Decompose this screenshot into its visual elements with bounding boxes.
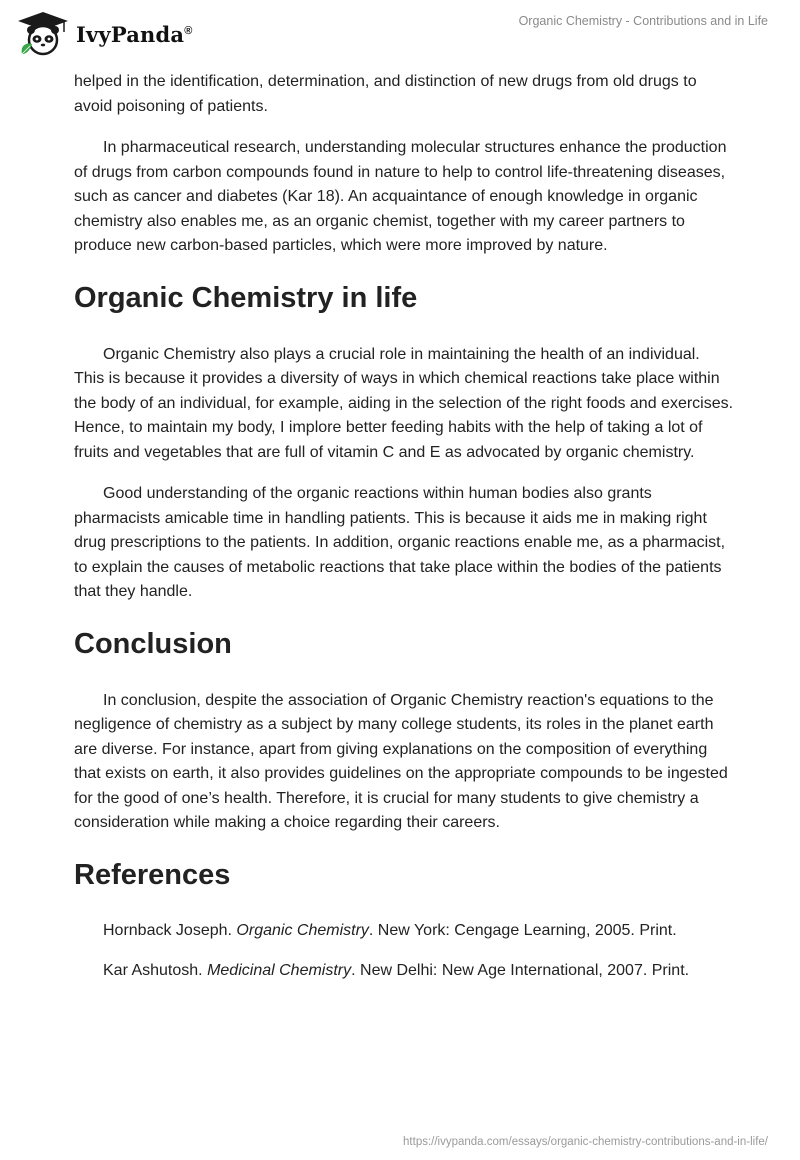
logo-wordmark xyxy=(76,22,193,47)
reference-author: Hornback Joseph. xyxy=(103,921,232,939)
reference-title: Medicinal Chemistry xyxy=(207,961,352,979)
paragraph: Good understanding of the organic reactions within human bodies also grants pharmacists amicable time in handling patients. This is because it aids me in making right drug prescriptions to the patients. In addition, organic reactions enable me, as a pharmacist, to explain the causes of metabolic reactions that take place within the bodies of the patients that they handle. xyxy=(74,485,726,600)
ivypanda-logo[interactable] xyxy=(14,10,193,58)
document-title: Organic Chemistry - Contributions and in Life xyxy=(518,14,768,28)
logo-registered-mark: ® xyxy=(184,24,193,37)
reference-details: . New Delhi: New Age International, 2007. Print. xyxy=(351,961,690,979)
paragraph: Organic Chemistry also plays a crucial role in maintaining the health of an individual. This is because it provides a diversity of ways in which chemical reactions take place within the body of an individual, for example, aiding in the selection of the right foods and exercises. Hence, to maintain my body, I implore better feeding habits with the help of taking a lot of fruits and vegetables that are full of vitamin C and E as advocated by organic chemistry. xyxy=(74,345,734,461)
logo-name: IvyPanda xyxy=(76,21,185,47)
reference-details: . New York: Cengage Learning, 2005. Print. xyxy=(368,921,677,939)
panda-logo-icon xyxy=(14,10,72,58)
page-header xyxy=(0,0,800,70)
essay-body xyxy=(74,70,734,1000)
references-heading: References xyxy=(74,858,231,891)
reference-author: Kar Ashutosh. xyxy=(103,961,203,979)
paragraph: In conclusion, despite the association of Organic Chemistry reaction's equations to the negligence of chemistry as a subject by many college students, its roles in the planet earth are diverse. For instance, apart from giving explanations on the composition of everything that exists on earth, it also provides guidelines on the appropriate compounds to be ingested for the good of one’s health. Therefore, it is crucial for many students to give chemistry a consideration while making a choice regarding their careers. xyxy=(74,691,728,831)
paragraph: In pharmaceutical research, understanding molecular structures enhance the production of drugs from carbon compounds found in nature to help to control life-threatening diseases, such as cancer and diabetes (Kar 18). An acquaintance of enough knowledge in organic chemistry also enables me, as an organic chemist, together with my career partners to produce new carbon-based particles, which were more improved by nature. xyxy=(74,139,727,254)
reference-item xyxy=(74,960,734,982)
source-url[interactable]: https://ivypanda.com/essays/organic-chemistry-contributions-and-in-life/ xyxy=(403,1136,768,1148)
reference-item xyxy=(74,920,734,942)
section-heading: Organic Chemistry in life xyxy=(74,281,418,314)
paragraph: helped in the identification, determination, and distinction of new drugs from old drugs to avoid poisoning of patients. xyxy=(74,73,697,115)
reference-title: Organic Chemistry xyxy=(236,921,369,939)
section-heading: Conclusion xyxy=(74,627,232,660)
